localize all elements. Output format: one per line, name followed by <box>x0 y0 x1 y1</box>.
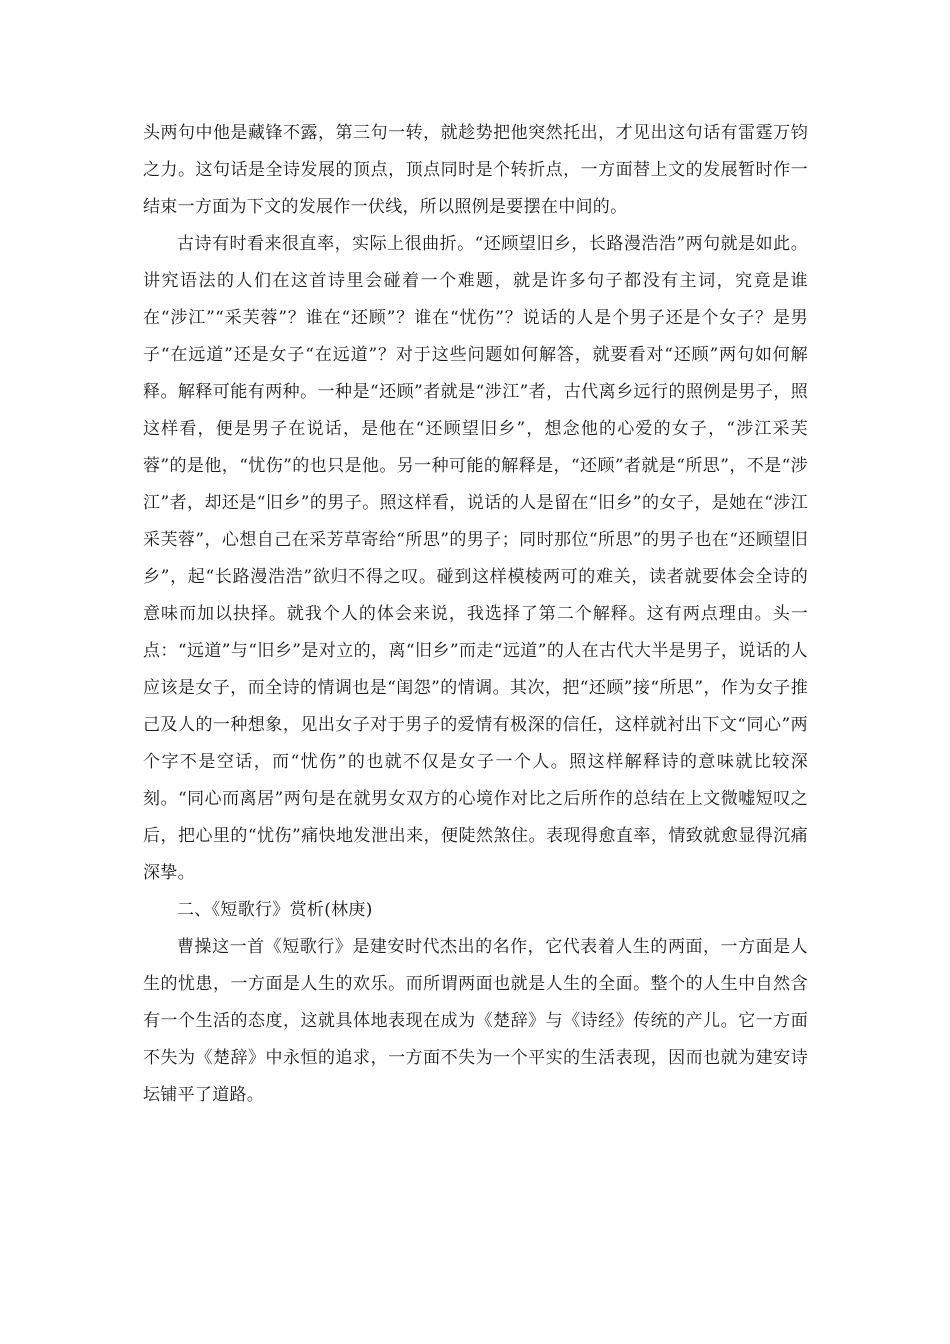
paragraph-interpretation: 古诗有时看来很直率，实际上很曲折。“还顾望旧乡，长路漫浩浩”两句就是如此。讲究语法的人们在这首诗里会碰着一个难题，就是许多句子都没有主词，究竟是谁在“涉江”“采芙蓉”？谁在“还顾”？谁在“忧伤”？说话的人是个男子还是个女子？是男子“在远道”还是女子“在远道”？对于这些问题如何解答，就要看对“还顾”两句如何解释。解释可能有两种。一种是“还顾”者就是“涉江”者，古代离乡远行的照例是男子，照这样看，便是男子在说话，是他在“还顾望旧乡”，想念他的心爱的女子，“涉江采芙蓉”的是他，“忧伤”的也只是他。另一种可能的解释是，“还顾”者就是“所思”，不是“涉江”者，却还是“旧乡”的男子。照这样看，说话的人是留在“旧乡”的女子，是她在“涉江采芙蓉”，心想自己在采芳草寄给“所思”的男子；同时那位“所思”的男子也在“还顾望旧乡”，起“长路漫浩浩”欲归不得之叹。碰到这样模棱两可的难关，读者就要体会全诗的意味而加以抉择。就我个人的体会来说，我选择了第二个解释。这有两点理由。头一点：“远道”与“旧乡”是对立的，离“旧乡”而走“远道”的人在古代大半是男子，说话的人应该是女子，而全诗的情调也是“闺怨”的情调。其次，把“还顾”接“所思”，作为女子推己及人的一种想象，见出女子对于男子的爱情有极深的信任，这样就衬出下文“同心”两个字不是空话，而“忧伤”的也就不仅是女子一个人。照这样解释诗的意味就比较深刻。“同心而离居”两句是在就男女双方的心境作对比之后所作的总结在上文微嘘短叹之后，把心里的“忧伤”痛快地发泄出来，便陡然煞住。表现得愈直率，情致就愈显得沉痛深挚。 <box>143 234 808 883</box>
document-body <box>143 115 808 1114</box>
section-heading: 二、《短歌行》赏析(林庚) <box>177 900 373 920</box>
paragraph-continuation: 头两句中他是藏锋不露，第三句一转，就趁势把他突然托出，才见出这句话有雷霆万钧之力。这句话是全诗发展的顶点，顶点同时是个转折点，一方面替上文的发展暂时作一结束一方面为下文的发展作一伏线，所以照例是要摆在中间的。 <box>143 123 808 217</box>
paragraph-duangexing: 曹操这一首《短歌行》是建安时代杰出的名作，它代表着人生的两面，一方面是人生的忧患，一方面是人生的欢乐。而所谓两面也就是人生的全面。整个的人生中自然含有一个生活的态度，这就具体地表现在成为《楚辞》与《诗经》传统的产儿。它一方面不失为《楚辞》中永恒的追求，一方面不失为一个平实的生活表现，因而也就为建安诗坛铺平了道路。 <box>143 937 808 1105</box>
